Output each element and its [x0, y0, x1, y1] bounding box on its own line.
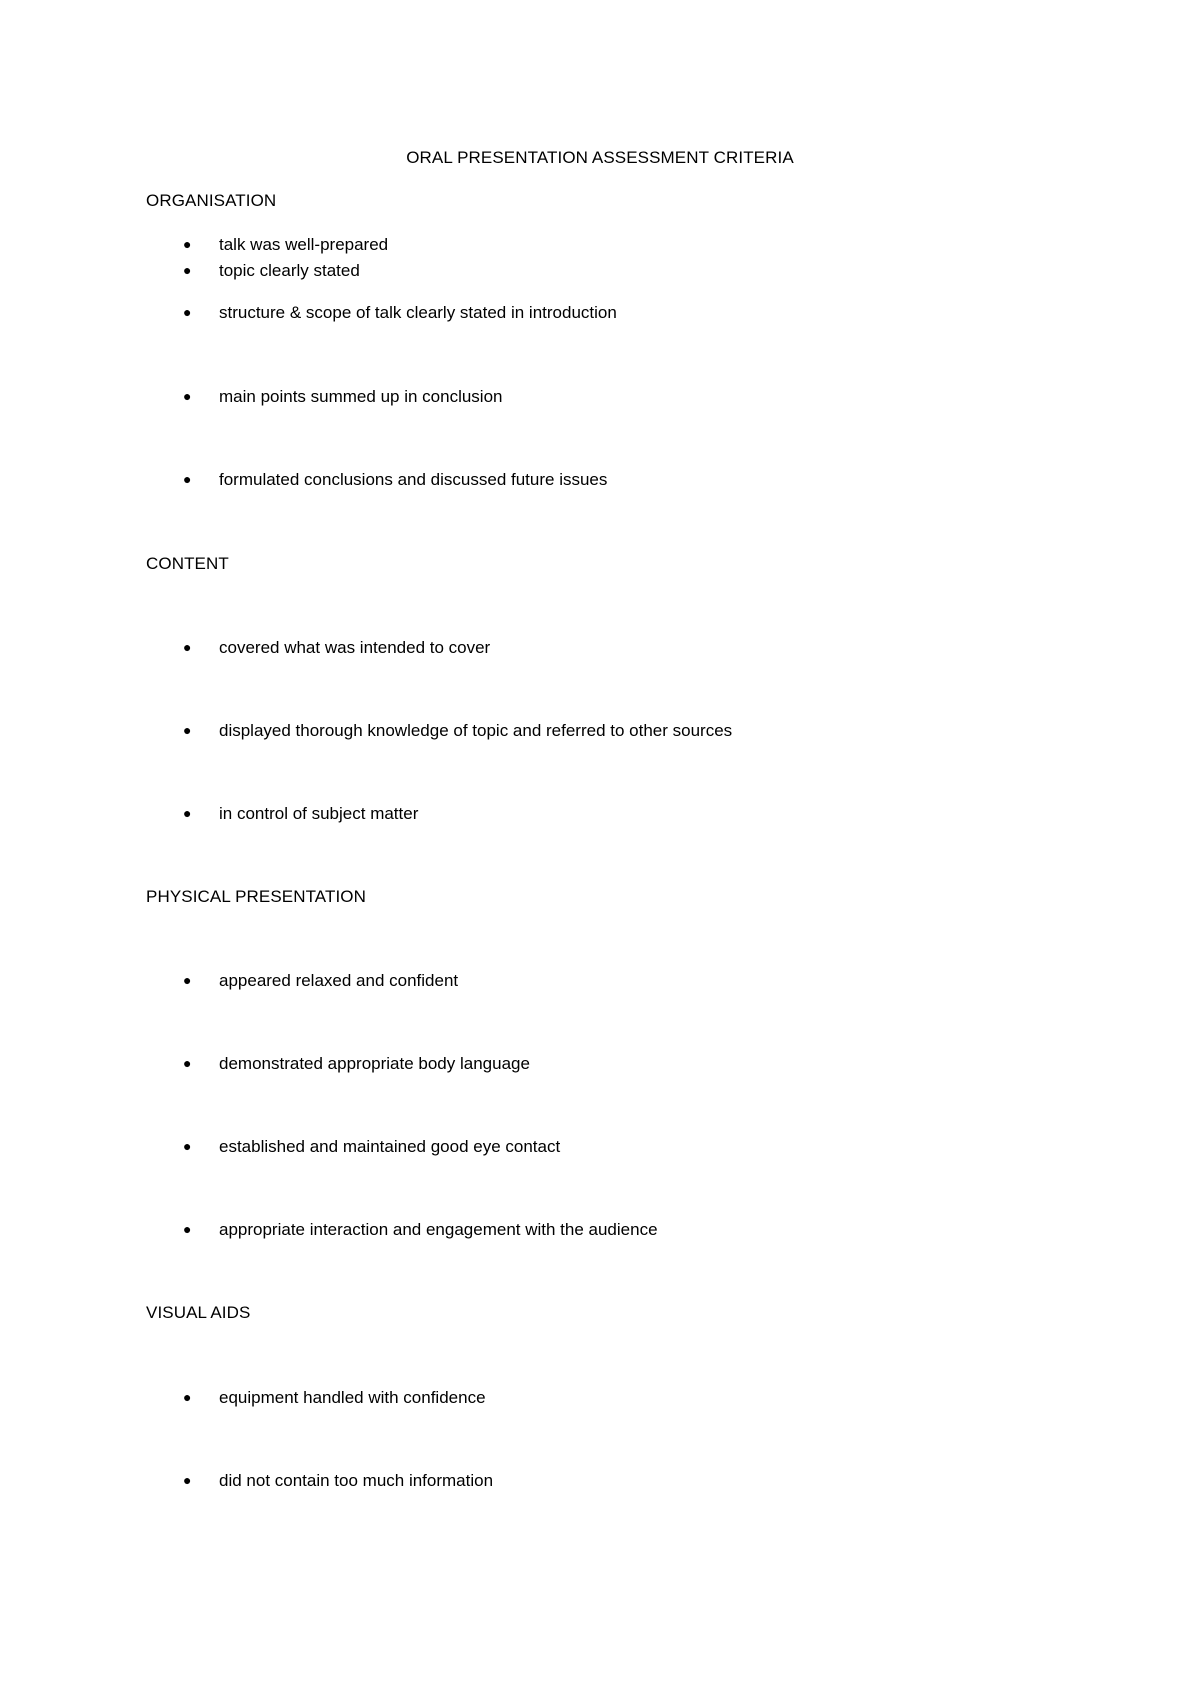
list-item [183, 1469, 493, 1492]
list-item [183, 1052, 530, 1075]
bullet-icon: ● [183, 304, 192, 320]
bullet-icon: ● [183, 1221, 192, 1237]
list-item [183, 468, 607, 491]
list-item-text: covered what was intended to cover [219, 638, 491, 657]
list-item [183, 1386, 486, 1409]
bullet-icon: ● [183, 722, 192, 738]
list-item-text: established and maintained good eye contact [219, 1137, 561, 1156]
bullet-icon: ● [183, 262, 192, 278]
bullet-icon: ● [183, 1472, 192, 1488]
list-item [183, 259, 360, 282]
bullet-icon: ● [183, 1389, 192, 1405]
bullet-icon: ● [183, 1055, 192, 1071]
list-item-text: equipment handled with confidence [219, 1388, 486, 1407]
bullet-icon: ● [183, 1138, 192, 1154]
list-item [183, 719, 732, 742]
list-item-text: talk was well-prepared [219, 235, 389, 254]
list-item [183, 802, 418, 825]
list-item [183, 233, 388, 256]
bullet-icon: ● [183, 972, 192, 988]
bullet-icon: ● [183, 388, 192, 404]
list-item [183, 636, 490, 659]
list-item [183, 969, 458, 992]
section-heading-content: CONTENT [146, 554, 229, 573]
list-item-text: demonstrated appropriate body language [219, 1054, 530, 1073]
list-item-text: formulated conclusions and discussed future issues [219, 470, 608, 489]
list-item [183, 1135, 560, 1158]
list-item-text: main points summed up in conclusion [219, 387, 503, 406]
bullet-icon: ● [183, 236, 192, 252]
list-item-text: appeared relaxed and confident [219, 971, 459, 990]
list-item-text: in control of subject matter [219, 804, 419, 823]
list-item-text: topic clearly stated [219, 261, 360, 280]
bullet-icon: ● [183, 471, 192, 487]
list-item [183, 385, 502, 408]
section-heading-organisation: ORGANISATION [146, 191, 277, 210]
list-item-text: displayed thorough knowledge of topic and referred to other sources [219, 721, 733, 740]
section-heading-physical-presentation: PHYSICAL PRESENTATION [146, 887, 366, 906]
list-item-text: structure & scope of talk clearly stated in introduction [219, 303, 617, 322]
bullet-icon: ● [183, 805, 192, 821]
document-title: ORAL PRESENTATION ASSESSMENT CRITERIA [406, 148, 794, 167]
list-item-text: did not contain too much information [219, 1471, 494, 1490]
list-item [183, 301, 617, 324]
list-item-text: appropriate interaction and engagement with the audience [219, 1220, 658, 1239]
section-heading-visual-aids: VISUAL AIDS [146, 1303, 251, 1322]
bullet-icon: ● [183, 639, 192, 655]
list-item [183, 1218, 658, 1241]
